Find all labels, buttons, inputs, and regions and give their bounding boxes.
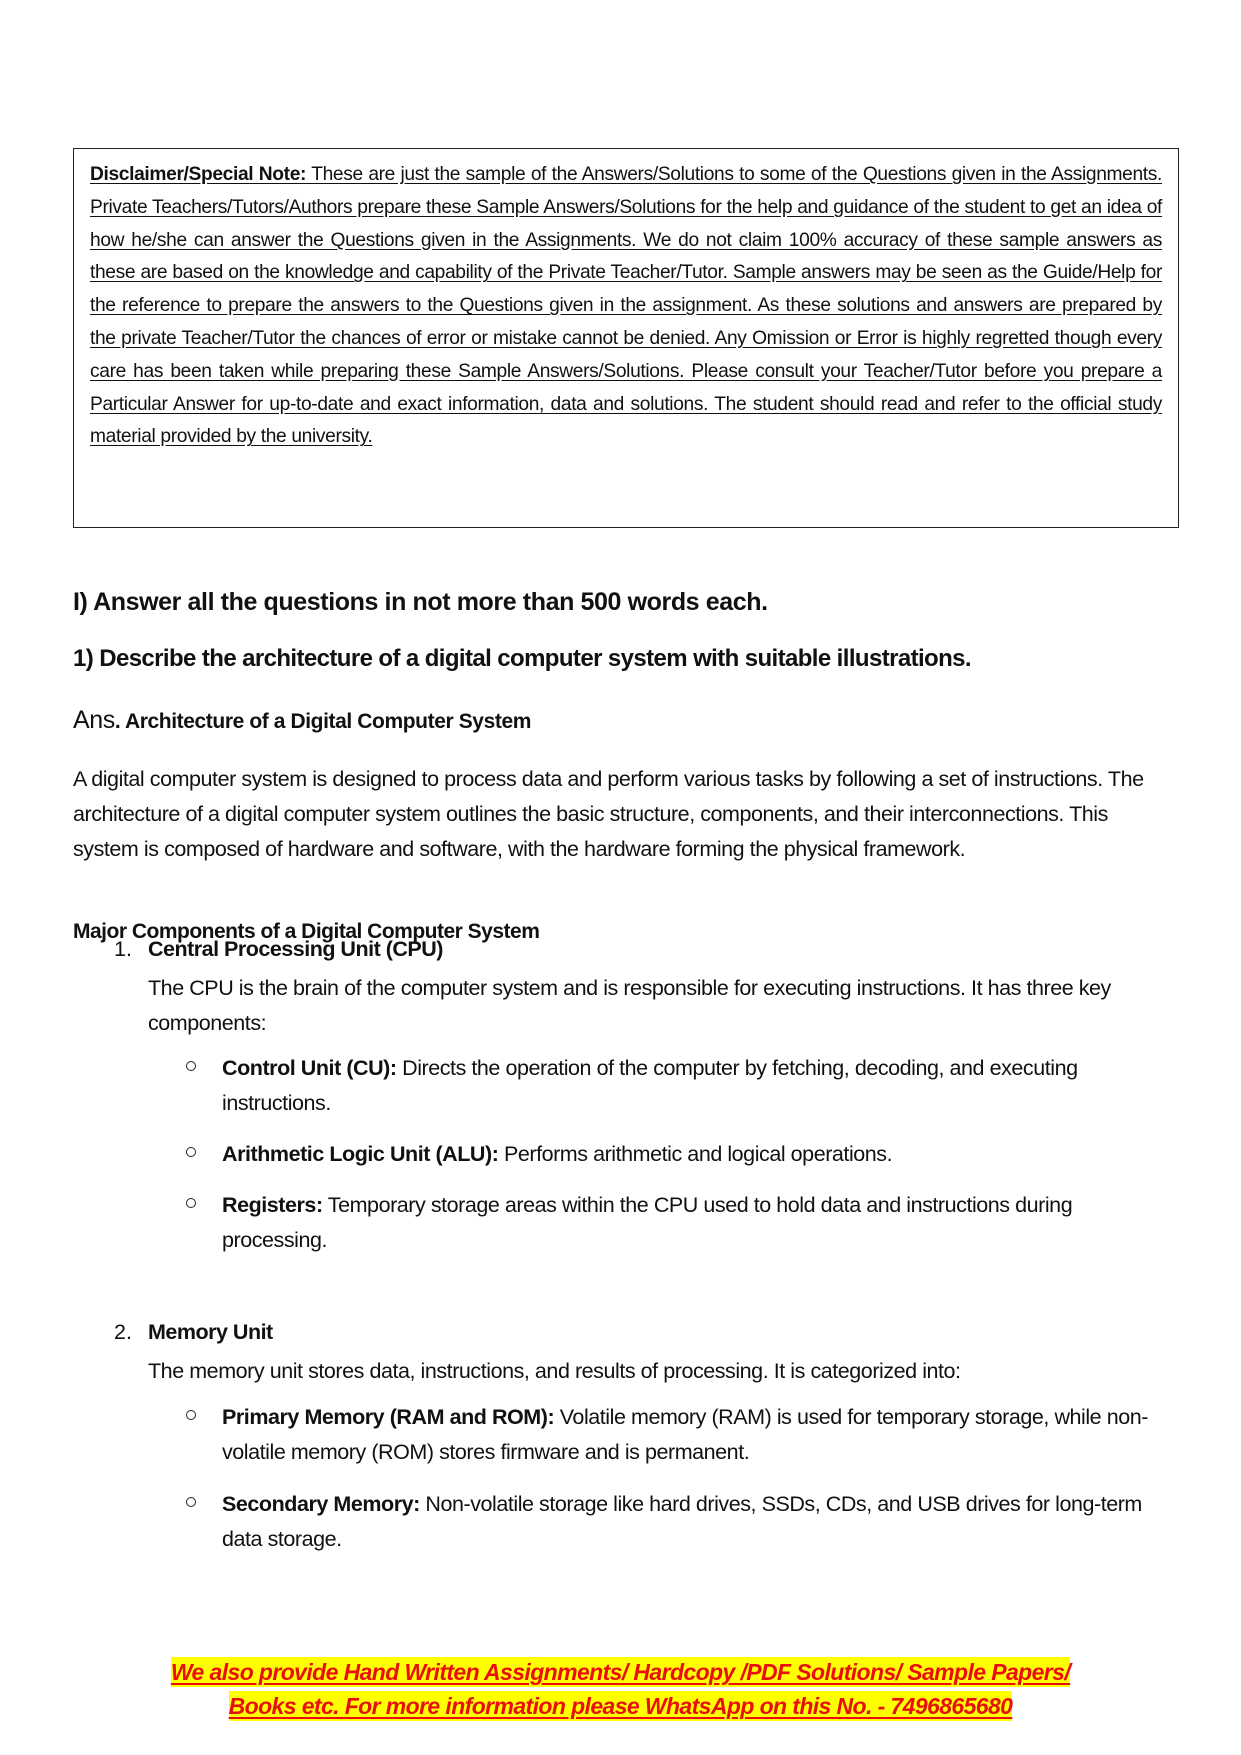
- answer-heading: [73, 706, 531, 735]
- bullet-text: [222, 1051, 1162, 1121]
- promo-line-2: Books etc. For more information please WhatsApp on this No. - 7496865680: [228, 1693, 1013, 1719]
- list-item-description: The CPU is the brain of the computer system and is responsible for executing instructions. It has three key components:: [148, 976, 1111, 1035]
- question-heading: 1) Describe the architecture of a digital computer system with suitable illustrations.: [73, 645, 971, 672]
- hollow-circle-bullet-icon: [186, 1497, 196, 1507]
- hollow-circle-bullet-icon: [186, 1061, 196, 1071]
- disclaimer-box: [73, 148, 1179, 528]
- list-item-title: Central Processing Unit (CPU): [148, 937, 443, 961]
- components-subheading: Major Components of a Digital Computer System: [73, 920, 540, 943]
- bullet-text: [222, 1400, 1162, 1470]
- bullet-text: [222, 1137, 1162, 1172]
- list-item-description: The memory unit stores data, instructions, and results of processing. It is categorized into:: [148, 1359, 961, 1383]
- bullet-term: Arithmetic Logic Unit (ALU):: [222, 1142, 499, 1166]
- disclaimer-body: These are just the sample of the Answers/Solutions to some of the Questions given in the Assignments. Private Teachers/Tutors/Authors prepare these Sample Answers/Solutions for the help and guidance of the student to get an idea of how he/she can answer the Questions given in the Assignments. We do not claim 100% accuracy of these sample answers as these are based on the knowledge and capability of the Private Teacher/Tutor. Sample answers may be seen as the Guide/Help for the reference to prepare the answers to the Questions given in the assignment. As these solutions and answers are prepared by the private Teacher/Tutor the chances of error or mistake cannot be denied. Any Omission or Error is highly regretted though every care has been taken while preparing these Sample Answers/Solutions. Please consult your Teacher/Tutor before you prepare a Particular Answer for up-to-date and exact information, data and solutions. The student should read and refer to the official study material provided by the university.: [90, 164, 1163, 448]
- hollow-circle-bullet-icon: [186, 1147, 196, 1157]
- bullet-term: Registers:: [222, 1193, 323, 1217]
- disclaimer-label: Disclaimer/Special Note:: [90, 164, 307, 185]
- bullet-description: Directs the operation of the computer by fetching, decoding, and executing instructions.: [222, 1056, 1078, 1115]
- answer-prefix: Ans: [73, 706, 115, 734]
- list-item-title: Memory Unit: [148, 1320, 273, 1344]
- section-heading: I) Answer all the questions in not more than 500 words each.: [73, 588, 768, 616]
- bullet-term: Primary Memory (RAM and ROM):: [222, 1405, 555, 1429]
- disclaimer-text: [90, 159, 1162, 454]
- list-number: 2.: [114, 1320, 132, 1344]
- bullet-description: Temporary storage areas within the CPU used to hold data and instructions during processing.: [222, 1193, 1073, 1252]
- promo-line-1: We also provide Hand Written Assignments/ Hardcopy /PDF Solutions/ Sample Papers/: [170, 1659, 1071, 1685]
- bullet-description: Performs arithmetic and logical operations.: [498, 1142, 893, 1166]
- list-number: 1.: [114, 937, 132, 961]
- hollow-circle-bullet-icon: [186, 1410, 196, 1420]
- hollow-circle-bullet-icon: [186, 1198, 196, 1208]
- bullet-term: Secondary Memory:: [222, 1492, 420, 1516]
- bullet-description: Non-volatile storage like hard drives, SSDs, CDs, and USB drives for long-term data storage.: [222, 1492, 1142, 1551]
- promo-banner: [0, 1655, 1241, 1723]
- bullet-text: [222, 1188, 1162, 1258]
- intro-paragraph: A digital computer system is designed to process data and perform various tasks by following a set of instructions. The architecture of a digital computer system outlines the basic structure, components, and their interconnections. This system is composed of hardware and software, with the hardware forming the physical framework.: [73, 767, 1144, 861]
- bullet-description: Volatile memory (RAM) is used for temporary storage, while non-volatile memory (ROM) stores firmware and is permanent.: [222, 1405, 1148, 1464]
- bullet-text: [222, 1487, 1162, 1557]
- answer-title: . Architecture of a Digital Computer System: [114, 710, 532, 733]
- bullet-term: Control Unit (CU):: [222, 1056, 397, 1080]
